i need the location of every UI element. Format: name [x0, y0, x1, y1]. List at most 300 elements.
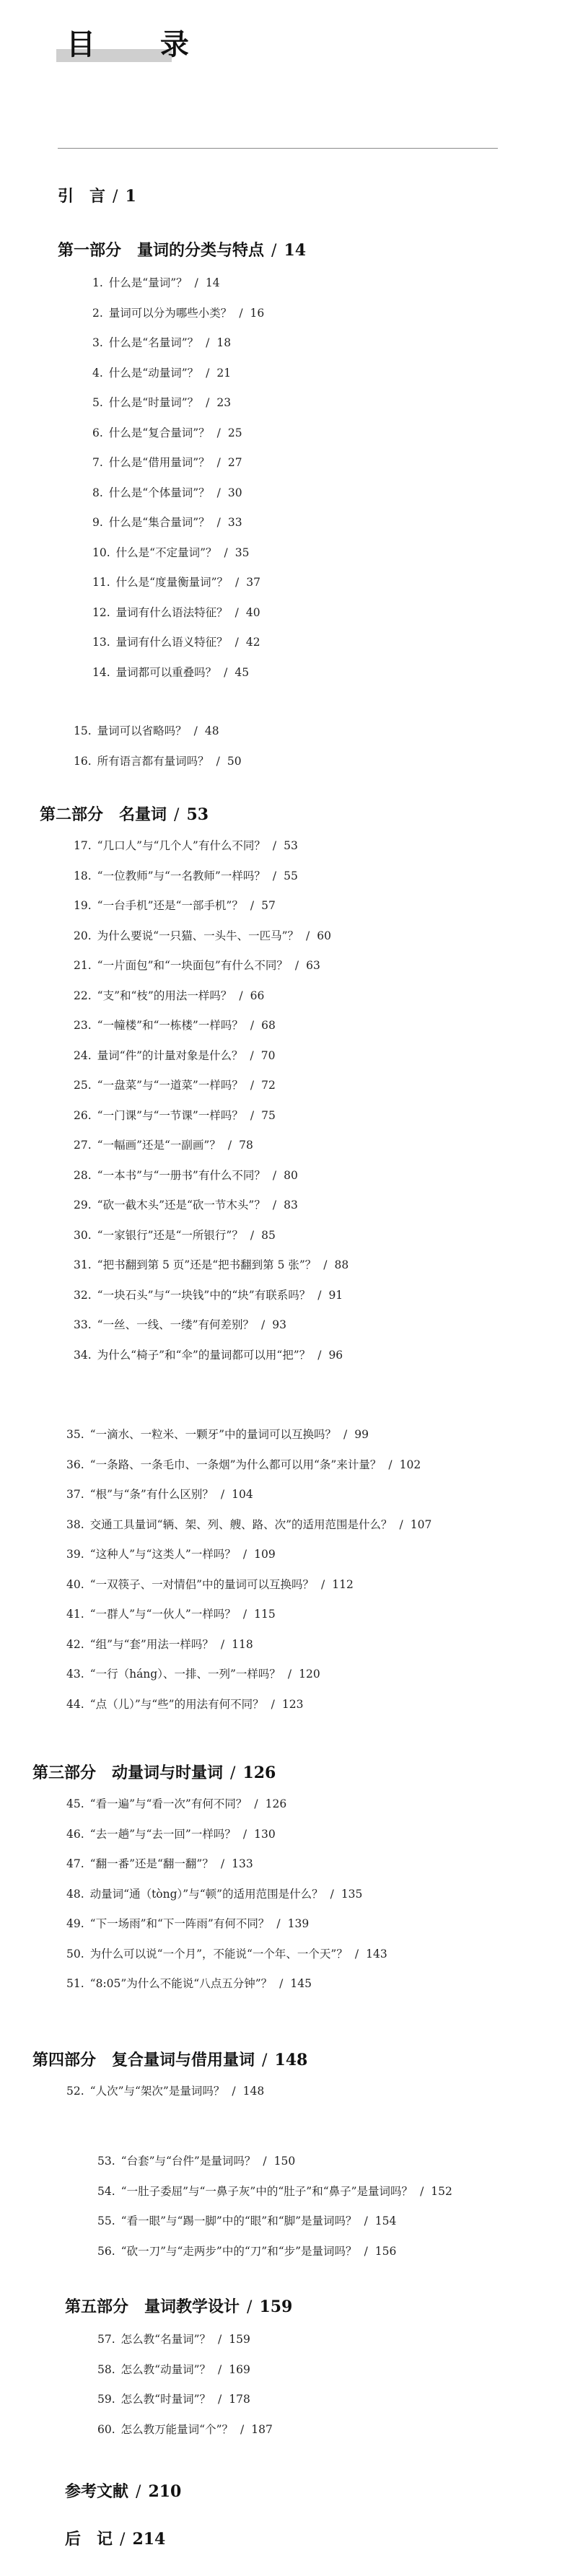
toc-entry[interactable]: [66, 1909, 387, 1940]
part-5-list: [97, 2325, 273, 2445]
entry-number: 36.: [66, 1458, 84, 1471]
entry-page: 16: [250, 306, 265, 320]
entry-page: 109: [254, 1548, 276, 1561]
separator: /: [218, 2393, 222, 2406]
entry-title: “一台手机”还是“一部手机”？: [97, 899, 243, 912]
entry-page: 210: [148, 2482, 182, 2501]
entry-page: 85: [261, 1228, 276, 1242]
entry-number: 34.: [74, 1348, 92, 1362]
entry-page: 99: [354, 1428, 369, 1441]
entry-title: “一双筷子、一对情侣”中的量词可以互换吗？: [89, 1577, 315, 1591]
entry-number: 10.: [92, 546, 110, 559]
entry-page: 25: [227, 426, 242, 439]
toc-entry[interactable]: [92, 359, 264, 389]
entry-page: 75: [261, 1108, 276, 1122]
entry-title: “一条路、一条毛巾、一条烟”为什么都可以用“条”来计量？: [89, 1458, 382, 1471]
entry-page: 112: [332, 1577, 354, 1591]
separator: /: [388, 1458, 393, 1471]
part-heading-3[interactable]: [32, 1761, 276, 1783]
entry-number: 21.: [74, 959, 92, 972]
toc-entry[interactable]: [92, 299, 264, 329]
entry-title: 怎么教“动量词”？: [120, 2362, 211, 2376]
part-title: 第四部分 复合量词与借用量词: [32, 2051, 255, 2069]
toc-entry[interactable]: [66, 1510, 431, 1541]
separator: /: [242, 1548, 247, 1561]
entry-page: 120: [299, 1668, 320, 1681]
entry-number: 11.: [92, 576, 110, 589]
entry-number: 60.: [97, 2422, 115, 2436]
toc-entry[interactable]: [74, 1041, 348, 1072]
entry-page: 169: [229, 2362, 250, 2376]
entry-title: “台套”与“台件”是量词吗？: [120, 2155, 256, 2168]
entry-page: 154: [374, 2214, 397, 2227]
entry-number: 32.: [74, 1288, 92, 1302]
entry-page: 107: [410, 1517, 432, 1531]
toc-entry[interactable]: [97, 2147, 452, 2177]
toc-entry[interactable]: [74, 1011, 348, 1041]
entry-page: 104: [232, 1488, 253, 1501]
entry-label: 参考文献: [65, 2482, 129, 2501]
separator: /: [399, 1517, 403, 1531]
part-heading-2[interactable]: [40, 802, 209, 825]
entry-title: 什么是“名量词”？: [108, 336, 199, 349]
entry-label: 引 言: [58, 187, 106, 206]
separator: /: [206, 336, 210, 349]
entry-number: 30.: [74, 1228, 92, 1242]
entry-number: 59.: [97, 2393, 115, 2406]
toc-entry[interactable]: [74, 1221, 348, 1251]
toc-entry[interactable]: [92, 388, 264, 419]
entry-page: 135: [341, 1887, 363, 1901]
entry-number: 12.: [92, 605, 110, 619]
entry-number: 38.: [66, 1517, 84, 1531]
entry-page: 55: [284, 869, 298, 882]
toc-entry[interactable]: [66, 1630, 431, 1660]
separator: /: [250, 1108, 255, 1122]
separator: /: [120, 2531, 126, 2549]
entry-number: 6.: [92, 426, 103, 439]
part-title: 第三部分 动量词与时量词: [32, 1764, 224, 1782]
entry-title: “一本书”与“一册书”有什么不同？: [97, 1168, 266, 1182]
toc-entry[interactable]: [74, 1310, 348, 1341]
separator: /: [272, 839, 277, 852]
separator: /: [242, 1827, 247, 1841]
entry-title: “这种人”与“这类人”一样吗？: [89, 1548, 236, 1561]
separator: /: [174, 806, 180, 824]
entry-title: “组”与“套”用法一样吗？: [89, 1637, 214, 1651]
toc-entry[interactable]: [74, 1161, 348, 1191]
entry-number: 40.: [66, 1577, 84, 1591]
entry-number: 17.: [74, 839, 92, 852]
entry-page: 27: [227, 456, 242, 469]
entry-number: 57.: [97, 2333, 115, 2346]
toc-entry[interactable]: [74, 747, 242, 777]
entry-number: 8.: [92, 486, 103, 499]
entry-number: 5.: [92, 396, 103, 409]
entry-number: 16.: [74, 754, 92, 768]
toc-entry[interactable]: [74, 1281, 348, 1311]
toc-entry[interactable]: [66, 1690, 431, 1720]
toc-entry[interactable]: [92, 628, 264, 658]
entry-title: 怎么教“名量词”？: [120, 2333, 211, 2346]
part-page: 53: [186, 805, 209, 824]
entry-page: 45: [234, 665, 250, 679]
toc-entry[interactable]: [92, 268, 264, 299]
entry-page: 96: [328, 1348, 343, 1362]
entry-number: 18.: [74, 869, 92, 882]
entry-title: 为什么“椅子”和“伞”的量词都可以用“把”？: [97, 1348, 311, 1362]
toc-entry[interactable]: [66, 1940, 387, 1970]
entry-page: 156: [374, 2244, 397, 2258]
entry-page: 126: [265, 1797, 287, 1810]
entry-title: “一位教师”与“一名教师”一样吗？: [97, 869, 266, 882]
entry-title: 为什么可以说“一个月”，不能说“一个年、一个天”？: [89, 1947, 348, 1961]
entry-page: 118: [232, 1637, 253, 1651]
entry-page: 93: [272, 1318, 286, 1331]
entry-page: 123: [281, 1697, 304, 1711]
separator: /: [254, 1797, 258, 1810]
part-2-list-b: [66, 1420, 431, 1719]
entry-page: 83: [284, 1199, 298, 1212]
separator: /: [250, 1019, 255, 1032]
entry-page: 159: [229, 2333, 250, 2346]
toc-entry[interactable]: [97, 2325, 273, 2355]
toc-entry[interactable]: [66, 1820, 387, 1850]
toc-entry[interactable]: [92, 568, 264, 598]
entry-number: 19.: [74, 899, 92, 912]
entry-page: 14: [205, 276, 220, 289]
entry-number: 2.: [92, 306, 103, 320]
entry-title: “点（儿）”与“些”的用法有何不同？: [89, 1697, 264, 1711]
entry-page: 50: [227, 754, 242, 768]
entry-number: 4.: [92, 366, 103, 380]
entry-title: 所有语言都有量词吗？: [97, 754, 209, 768]
separator: /: [262, 2051, 268, 2069]
toc-entry[interactable]: [66, 1540, 431, 1570]
separator: /: [250, 1048, 254, 1062]
entry-number: 49.: [66, 1917, 84, 1930]
entry-page: 91: [328, 1288, 343, 1302]
toc-entry[interactable]: [92, 658, 264, 688]
part-2-list: [74, 831, 348, 1370]
entry-number: 24.: [74, 1048, 92, 1062]
toc-entry[interactable]: [74, 1341, 348, 1371]
toc-entry[interactable]: [74, 1250, 348, 1281]
entry-page: 88: [334, 1258, 349, 1271]
entry-page: 150: [273, 2155, 296, 2168]
toc-entry[interactable]: [92, 419, 264, 449]
entry-number: 15.: [74, 724, 92, 737]
toc-entry[interactable]: [92, 478, 264, 509]
toc-entry[interactable]: [66, 1789, 387, 1820]
toc-entry[interactable]: [92, 538, 264, 569]
entry-title: “人次”与“架次”是量词吗？: [89, 2085, 225, 2098]
separator: /: [321, 1577, 325, 1591]
entry-page: 33: [227, 516, 242, 529]
entry-page: 53: [284, 839, 298, 852]
separator: /: [317, 1348, 322, 1362]
toc-entry[interactable]: [97, 2177, 452, 2207]
separator: /: [261, 1318, 266, 1331]
part-page: 159: [259, 2297, 293, 2316]
entry-title: “一块石头”与“一块钱”中的“块”有联系吗？: [97, 1288, 311, 1302]
toc-entry[interactable]: [97, 2237, 452, 2267]
entry-title: 量词有什么语义特征？: [115, 636, 228, 649]
entry-number: 45.: [66, 1797, 84, 1810]
toc-entry[interactable]: [97, 2355, 273, 2386]
entry-title: “支”和“枝”的用法一样吗？: [97, 989, 232, 1002]
separator: /: [242, 1608, 247, 1621]
title-block: [56, 23, 216, 66]
entry-number: 47.: [66, 1857, 84, 1870]
toc-entry[interactable]: [74, 981, 348, 1012]
entry-number: 50.: [66, 1947, 84, 1961]
part-1-list: [92, 268, 264, 688]
part-heading-4[interactable]: [32, 2048, 307, 2070]
separator: /: [364, 2244, 368, 2258]
entry-title: “翻一番”还是“翻一翻”？: [89, 1857, 214, 1870]
entry-page: 78: [239, 1139, 253, 1152]
separator: /: [250, 1079, 255, 1092]
entry-page: 70: [260, 1048, 276, 1062]
entry-title: 量词都可以重叠吗？: [115, 665, 217, 679]
separator: /: [235, 576, 240, 589]
toc-entry[interactable]: [92, 328, 264, 359]
part-title: 第五部分 量词教学设计: [65, 2297, 240, 2316]
separator: /: [224, 665, 228, 679]
entry-page: 57: [261, 899, 276, 912]
entry-number: 14.: [92, 665, 110, 679]
separator: /: [364, 2214, 368, 2227]
entry-title: “看一遍”与“看一次”有何不同？: [89, 1797, 247, 1810]
entry-title: “一幅画”还是“一副画”？: [97, 1139, 221, 1152]
entry-number: 33.: [74, 1318, 92, 1331]
separator: /: [354, 1947, 359, 1961]
entry-title: 什么是“复合量词”？: [108, 426, 210, 439]
entry-page: 40: [245, 605, 260, 619]
separator: /: [239, 989, 243, 1002]
entry-page: 139: [287, 1917, 310, 1930]
entry-title: “砍一截木头”还是“砍一节木头”？: [97, 1199, 266, 1212]
entry-title: 怎么教万能量词“个”？: [120, 2422, 234, 2436]
entry-number: 54.: [97, 2184, 115, 2198]
entry-number: 22.: [74, 989, 92, 1002]
entry-number: 44.: [66, 1697, 84, 1711]
entry-title: “一片面包”和“一块面包”有什么不同？: [97, 959, 288, 972]
separator: /: [250, 1228, 255, 1242]
separator: /: [279, 1977, 284, 1990]
entry-page: 1: [125, 187, 136, 206]
separator: /: [263, 2155, 267, 2168]
toc-entry[interactable]: [66, 1969, 387, 1999]
entry-page: 143: [366, 1947, 387, 1961]
separator: /: [343, 1428, 348, 1441]
entry-number: 9.: [92, 516, 103, 529]
entry-title: “一家银行”还是“一所银行”？: [97, 1228, 243, 1242]
entry-number: 56.: [97, 2244, 115, 2258]
entry-number: 27.: [74, 1139, 92, 1152]
entry-title: “根”与“条”有什么区别？: [89, 1488, 214, 1501]
separator: /: [218, 2362, 222, 2376]
entry-title: “一丝、一线、一缕”有何差别？: [97, 1318, 255, 1331]
toc-entry[interactable]: [74, 1101, 348, 1131]
toc-entry[interactable]: [74, 1191, 348, 1221]
entry-title: 量词可以省略吗？: [97, 724, 187, 737]
entry-page: 68: [261, 1019, 276, 1032]
separator: /: [250, 899, 255, 912]
entry-page: 115: [254, 1608, 276, 1621]
separator: /: [216, 754, 220, 768]
entry-number: 43.: [66, 1668, 84, 1681]
separator: /: [276, 1917, 281, 1930]
separator: /: [206, 366, 210, 380]
separator: /: [294, 959, 299, 972]
toc-entry[interactable]: [74, 1131, 348, 1161]
separator: /: [271, 242, 277, 260]
toc-entry[interactable]: [74, 1071, 348, 1101]
toc-entry[interactable]: [92, 448, 264, 478]
separator: /: [271, 1697, 275, 1711]
part-title: 第一部分 量词的分类与特点: [58, 241, 265, 260]
entry-title: 量词“件”的计量对象是什么？: [97, 1048, 243, 1062]
part-4-list-b: [97, 2147, 452, 2266]
entry-title: 什么是“量词”？: [108, 276, 188, 289]
part-heading-1[interactable]: [58, 238, 306, 260]
separator: /: [232, 2085, 236, 2098]
entry-page: 72: [261, 1079, 276, 1092]
entry-title: “一群人”与“一伙人”一样吗？: [89, 1608, 236, 1621]
separator: /: [193, 724, 198, 737]
entry-title: “去一趟”与“去一回”一样吗？: [89, 1827, 236, 1841]
separator: /: [218, 2333, 222, 2346]
toc-entry[interactable]: [66, 1660, 431, 1690]
separator: /: [239, 306, 243, 320]
toc-entry[interactable]: [92, 508, 264, 538]
part-4-list: [66, 2077, 264, 2107]
part-page: 126: [242, 1764, 276, 1782]
entry-title: “下一场雨”和“下一阵雨”有何不同？: [89, 1917, 270, 1930]
entry-page: 130: [254, 1827, 276, 1841]
entry-number: 42.: [66, 1637, 84, 1651]
entry-title: 什么是“集合量词”？: [108, 516, 210, 529]
entry-page: 63: [306, 959, 320, 972]
toc-entry[interactable]: [74, 831, 348, 862]
toc-entry[interactable]: [74, 951, 348, 981]
separator: /: [420, 2184, 424, 2198]
separator: /: [272, 869, 277, 882]
toc-entry[interactable]: [74, 891, 348, 921]
entry-page: 66: [250, 989, 265, 1002]
entry-page: 148: [242, 2085, 265, 2098]
entry-page: 60: [317, 929, 331, 942]
entry-number: 46.: [66, 1827, 84, 1841]
entry-number: 1.: [92, 276, 103, 289]
entry-title: “8:05”为什么不能说“八点五分钟”？: [89, 1977, 273, 1990]
toc-entry-intro[interactable]: [58, 184, 136, 206]
entry-title: “一滴水、一粒米、一颗牙”中的量词可以互换吗？: [89, 1428, 337, 1441]
entry-page: 102: [399, 1458, 421, 1471]
entry-page: 80: [284, 1168, 298, 1182]
separator: /: [272, 1199, 277, 1212]
entry-title: 什么是“个体量词”？: [108, 486, 210, 499]
separator: /: [323, 1258, 328, 1271]
entry-number: 55.: [97, 2214, 115, 2227]
toc-entry[interactable]: [74, 862, 348, 892]
toc-entry-references[interactable]: [65, 2479, 181, 2502]
separator: /: [247, 2298, 253, 2316]
separator: /: [216, 516, 221, 529]
separator: /: [287, 1668, 292, 1681]
entry-page: 48: [204, 724, 219, 737]
toc-entry[interactable]: [74, 717, 242, 747]
entry-number: 7.: [92, 456, 103, 469]
toc-entry[interactable]: [66, 1849, 387, 1880]
part-heading-5[interactable]: [65, 2295, 292, 2317]
entry-title: “砍一刀”与“走两步”中的“刀”和“步”是量词吗？: [120, 2244, 357, 2258]
separator: /: [234, 636, 239, 649]
entry-number: 48.: [66, 1887, 84, 1901]
separator: /: [216, 486, 221, 499]
toc-entry[interactable]: [66, 1600, 431, 1630]
entry-number: 3.: [92, 336, 103, 349]
separator: /: [220, 1637, 225, 1651]
entry-number: 29.: [74, 1199, 92, 1212]
separator: /: [220, 1488, 225, 1501]
toc-entry[interactable]: [66, 1450, 431, 1481]
entry-page: 187: [251, 2422, 273, 2436]
entry-title: “一肚子委屈”与“一鼻子灰”中的“肚子”和“鼻子”是量词吗？: [120, 2184, 413, 2198]
entry-page: 23: [216, 396, 232, 409]
toc-entry[interactable]: [97, 2207, 452, 2237]
entry-number: 20.: [74, 929, 92, 942]
entry-page: 30: [227, 486, 242, 499]
toc-entry[interactable]: [97, 2385, 273, 2415]
entry-title: 量词有什么语法特征？: [115, 605, 228, 619]
separator: /: [113, 188, 118, 206]
toc-entry[interactable]: [66, 2077, 264, 2107]
entry-title: 量词可以分为哪些小类？: [108, 306, 232, 320]
part-page: 14: [284, 241, 307, 260]
entry-label: 后 记: [65, 2530, 113, 2549]
separator: /: [216, 426, 221, 439]
separator: /: [330, 1887, 334, 1901]
toc-entry[interactable]: [66, 1570, 431, 1600]
separator: /: [230, 1764, 236, 1782]
separator: /: [136, 2483, 141, 2501]
separator: /: [272, 1168, 277, 1182]
entry-title: “一行（háng）、一排、一列”一样吗？: [89, 1668, 281, 1681]
toc-entry[interactable]: [66, 1480, 431, 1510]
entry-title: 什么是“度量衡量词”？: [115, 576, 229, 589]
toc-entry[interactable]: [74, 921, 348, 952]
separator: /: [227, 1139, 232, 1152]
toc-entry[interactable]: [92, 598, 264, 628]
toc-entry[interactable]: [66, 1880, 387, 1910]
entry-number: 23.: [74, 1019, 92, 1032]
part-page: 148: [274, 2051, 308, 2069]
entry-number: 53.: [97, 2155, 115, 2168]
separator: /: [317, 1288, 322, 1302]
entry-title: 什么是“不定量词”？: [115, 546, 217, 559]
entry-page: 214: [132, 2530, 166, 2549]
toc-entry[interactable]: [97, 2415, 273, 2445]
toc-entry-afterword[interactable]: [65, 2527, 165, 2549]
entry-number: 35.: [66, 1428, 84, 1441]
entry-title: “把书翻到第 5 页”还是“把书翻到第 5 张”？: [97, 1258, 317, 1271]
separator: /: [240, 2422, 245, 2436]
entry-title: “几口人”与“几个人”有什么不同？: [97, 839, 266, 852]
toc-entry[interactable]: [66, 1420, 431, 1450]
